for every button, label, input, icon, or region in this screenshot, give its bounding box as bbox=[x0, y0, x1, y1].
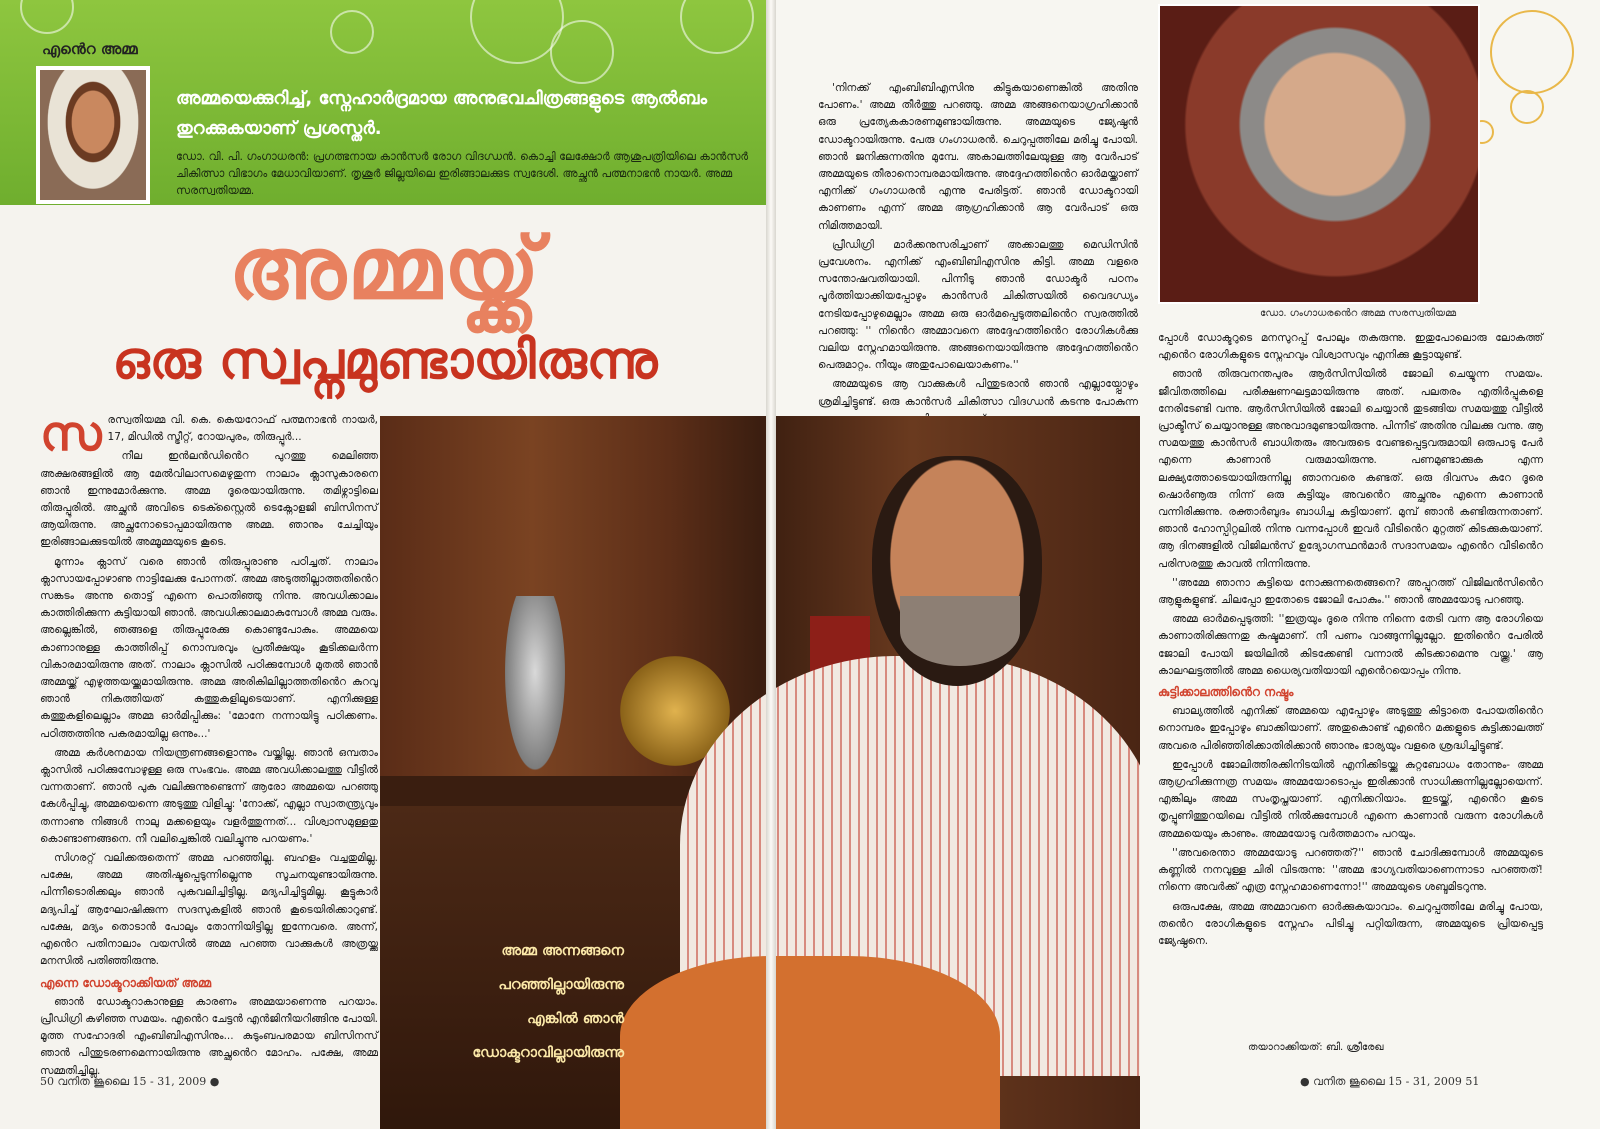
decorative-bubble bbox=[330, 10, 374, 54]
paragraph: അമ്മയുടെ ആ വാക്കുകൾ പിന്തുടരാൻ ഞാൻ എല്ലായ്പ്പോഴും ശ്രമിച്ചിട്ടുണ്ട്. ഒരു കാൻസർ ചികിത്സാ വിദഗ്ധൻ കടന്നു പോകുന്ന bbox=[818, 378, 1138, 408]
headline-sub: ഒരു സ്വപ്നമുണ്ടായിരുന്നു bbox=[112, 330, 658, 391]
pull-quote-line: അമ്മ അന്നങ്ങനെ bbox=[501, 943, 624, 959]
headline-main: അമ്മയ്ക്ക് bbox=[228, 218, 542, 319]
paragraph: ''അമ്മേ ഞാനാ കുട്ടിയെ നോക്കുന്നതെങ്ങനെ? അപ്പുറത്ത് വിജിലൻസിൻെറ ആളുകളുണ്ട്. ചിലപ്പോ ഇതോടെ ജോലി പോകും.'' ഞാൻ അമ്മയോടു പറഞ്ഞു. bbox=[1158, 576, 1543, 607]
paragraph: അമ്മ കർശനമായ നിയന്ത്രണങ്ങളൊന്നും വയ്ക്കില്ല. ഞാൻ ഒമ്പതാം ക്ലാസിൽ പഠിക്കുമ്പോഴുള്ള ഒരു സംഭവം. അമ്മ അവധിക്കാലത്തു വീട്ടിൽ വന്നതാണ്. ഞാൻ പുക വലിക്കുന്നുണ്ടെന്ന് ആരോ അമ്മയെ പറഞ്ഞു കേൾപ്പിച്ചു, അമ്മയെന്നെ അടുത്തു വിളിച്ചു: 'നോക്ക്, എല്ലാ സ്വാതന്ത്ര്യവും തന്നാണു നിങ്ങൾ നാലു മക്കളെയും വളർത്തുന്നത്... വിശ്വാസമുള്ളതു കൊണ്ടാണങ്ങനെ. നീ വലിച്ചെങ്കിൽ വലിച്ചുന്നു പറയണം.' bbox=[40, 746, 378, 845]
paragraph: ഇപ്പോൾ ജോലിത്തിരക്കിനിടയിൽ എനിക്കിടയ്ക്കു കുറ്റബോധം തോന്നും- അമ്മ ആഗ്രഹിക്കുന്നത്ര സമയം അമ്മയോടൊപ്പം ഇരിക്കാൻ സാധിക്കുന്നില്ലല്ലോയെന്ന്. എങ്കിലും അമ്മ സംതൃപ്തയാണ്. എനിക്കറിയാം. ഇടയ്ക്ക്, എൻെറ കൂടെ തൃപ്പൂണിത്തുറയിലെ വീട്ടിൽ നിൽക്കുമ്പോൾ എന്നെ കാണാൻ വരുന്ന രോഗികൾ അമ്മയെയും കാണും. അമ്മയോടു വർത്തമാനം പറയും. bbox=[1158, 758, 1543, 840]
paragraph: ബാല്യത്തിൽ എനിക്ക് അമ്മയെ എപ്പോഴും അടുത്തു കിട്ടാതെ പോയതിൻെറ നൊമ്പരം ഇപ്പോഴും ബാക്കിയാണ്. അതുകൊണ്ട് എൻെറ മക്കളുടെ കുട്ടിക്കാലത്ത് അവരെ പിരിഞ്ഞിരിക്കാതിരിക്കാൻ ഞാനും ഭാര്യയും വളരെ ശ്രദ്ധിച്ചിട്ടുണ്ട്. bbox=[1158, 705, 1543, 752]
paragraph: ഞാൻ ഡോക്ടറാകാനുള്ള കാരണം അമ്മയാണെന്നു പറയാം. പ്രീഡിഗ്രി കഴിഞ്ഞ സമയം. എൻെറ ചേട്ടൻ എൻജിനീയറിങ്ങിനു പോയി. മൂത്ത സഹോദരി എംബിബിഎസിനും... കുടുംബപരമായ ബിസിനസ് ഞാൻ പിന്തുടരണമെന്നായിരുന്നു അച്ഛൻെറ മോഹം. പക്ഷേ, അമ്മ സമ്മതിച്ചില്ല. bbox=[40, 995, 378, 1077]
byline-credit: തയാറാക്കിയത്: ബി. ശ്രീരേഖ bbox=[1248, 1042, 1384, 1053]
right-column-a bbox=[818, 80, 1138, 447]
decorative-rings bbox=[1480, 0, 1600, 200]
section-label: എൻെറ അമ്മ bbox=[42, 40, 138, 58]
page-footer-left: 50 വനിത ജൂലൈ 15 - 31, 2009 ● bbox=[40, 1075, 220, 1088]
paragraph: അമ്മ ഓർമപ്പെടുത്തി: ''ഇത്രയും ദൂരെ നിന്നു നിന്നെ തേടി വന്ന ആ രോഗിയെ കാണാതിരിക്കുന്നതു കഷ്ടമാണ്. നീ പണം വാങ്ങുന്നില്ലല്ലോ. ഇതിൻെറ പേരിൽ ജോലി പോയി ജയിലിൽ കിടക്കേണ്ടി വന്നാൽ കിടക്കാമെന്നു വയ്ക്കൂ.' ആ കാലഘട്ടത്തിൽ അമ്മ ധൈര്യവതിയായി എൻെറയൊപ്പം നിന്നു. bbox=[1158, 613, 1543, 677]
decorative-bubble bbox=[550, 20, 614, 84]
subheading: കുട്ടിക്കാലത്തിൻെറ നഷ്ടം bbox=[1158, 685, 1294, 700]
paragraph: ഞാൻ തിരുവനന്തപുരം ആർസിസിയിൽ ജോലി ചെയ്യുന്ന സമയം. ജീവിതത്തിലെ പരീക്ഷണഘട്ടമായിരുന്നു അത്. പലതരം എതിർപ്പുകളെ നേരിടേണ്ടി വന്നു. ആർസിസിയിൽ ജോലി ചെയ്യാൻ തുടങ്ങിയ സമയത്തു വീട്ടിൽ പ്രാക്ടീസ് ചെയ്യാനുള്ള അനുവാദമുണ്ടായിരുന്നു. പിന്നീട് അതിനു വിലക്കു വന്നു. ആ സമയത്തു കാൻസർ ബാധിതരും അവരുടെ വേണ്ടപ്പെട്ടവരുമായി ഒരുപാടു പേർ എന്നെ കാണാൻ വരുമായിരുന്നു. പണമുണ്ടാക്കുക എന്ന ലക്ഷ്യത്തോടെയായിരുന്നില്ല ഞാനവരെ കണ്ടത്. ഒരു ദിവസം കുറേ ദൂരെ ഷൊർണൂരു നിന്ന് ഒരു കുട്ടിയും അവൻെറ അച്ഛനും എന്നെ കാണാൻ വന്നിരിക്കുന്നു. രക്താർബുദം ബാധിച്ച കുട്ടിയാണ്. മുമ്പ് ഞാൻ കണ്ടിരുന്നതാണ്. ഞാൻ ഹോസ്പിറ്റലിൽ നിന്നു വന്നപ്പോൾ ഇവർ വീടിൻെറ മുറ്റത്ത് കിടക്കുകയാണ്. ആ ദിനങ്ങളിൽ വിജിലൻസ് ഉദ്യോഗസ്ഥൻമാർ സദാസമയം എൻെറ വീടിൻെറ പരിസരത്തു കാവൽ നിന്നിരുന്നു. bbox=[1158, 368, 1543, 570]
mother-photo bbox=[1158, 4, 1480, 304]
photo-caption: ഡോ. ഗംഗാധരൻെറ അമ്മ സരസ്വതിയമ്മ bbox=[1260, 308, 1457, 319]
paragraph: 'നിനക്ക് എംബിബിഎസിനു കിട്ടുകയാണെങ്കിൽ അതിനു പോണം.' അമ്മ തീർത്തു പറഞ്ഞു. അമ്മ അങ്ങനെയാഗ്രഹിക്കാൻ ഒരു പ്രത്യേകകാരണമുണ്ടായിരുന്നു. അമ്മയുടെ ജ്യേഷ്ഠൻ ഡോക്ടറായിരുന്നു. പേരു ഗംഗാധരൻ. ചെറുപ്പത്തിലേ മരിച്ചു പോയി. ഞാൻ ജനിക്കുന്നതിനു മുമ്പേ. അകാലത്തിലേയുള്ള ആ വേർപാട് അമ്മയുടെ തീരാനൊമ്പരമായിരുന്നു. അദ്ദേഹത്തിൻെറ ഓർമയ്ക്കാണ് എനിക്ക് ഗംഗാധരൻ എന്നു പേരിട്ടത്. ഞാൻ ഡോക്ടറായി കാണണം എന്ന് അമ്മ ആഗ്രഹിക്കാൻ ആ വേർപാട് ഒരു നിമിത്തമായി. bbox=[818, 82, 1138, 232]
paragraph: മൂന്നാം ക്ലാസ് വരെ ഞാൻ തിരുപ്പൂരാണു പഠിച്ചത്. നാലാം ക്ലാസായപ്പോഴാണു നാട്ടിലേക്കു പോന്നത്. അമ്മ അടുത്തില്ലാത്തതിൻെറ സങ്കടം അന്നു തൊട്ട് എന്നെ പൊതിഞ്ഞു നിന്നു. അവധിക്കാലം കാത്തിരിക്കുന്ന കുട്ടിയായി ഞാൻ. അവധിക്കാലമാകുമ്പോൾ അമ്മ വരും. അല്ലെങ്കിൽ, ഞങ്ങളെ തിരുപ്പൂരേക്കു കൊണ്ടുപോകും. അമ്മയെ കാണാനുള്ള കാത്തിരിപ്പ് നൊമ്പരവും പ്രതീക്ഷയും കൂടിക്കലർന്ന വികാരമായിരുന്നു അത്. നാലാം ക്ലാസിൽ പഠിക്കുമ്പോൾ മുതൽ ഞാൻ അമ്മയ്ക്ക് എഴുത്തയയ്ക്കുമായിരുന്നു. അമ്മ അരികിലില്ലാത്തതിൻെറ കുറവു ഞാൻ നികത്തിയത് കത്തുകളിലൂടെയാണ്. എനിക്കുള്ള കത്തുകളിലെല്ലാം അമ്മ ഓർമിപ്പിക്കും: 'മോനേ നന്നായിട്ടു പഠിക്കണം. പഠിത്തത്തിനു പകരമായില്ല ഒന്നും...' bbox=[40, 555, 378, 740]
decorative-bubble bbox=[680, 0, 754, 54]
page-footer-right: ● വനിത ജൂലൈ 15 - 31, 2009 51 bbox=[1300, 1075, 1480, 1088]
pull-quote-line: എങ്കിൽ ഞാൻ bbox=[527, 1011, 624, 1027]
page-spine bbox=[766, 0, 776, 1129]
left-column bbox=[40, 406, 378, 1082]
drop-cap: സ bbox=[40, 406, 102, 462]
paragraph: പ്രീഡിഗ്രി മാർക്കനുസരിച്ചാണ് അക്കാലത്തു മെഡിസിൻ പ്രവേശനം. എനിക്ക് എംബിബിഎസിനു കിട്ടി. അമ്മ വളരെ സന്തോഷവതിയായി. പിന്നീടു ഞാൻ ഡോക്ടർ പഠനം പൂർത്തിയാക്കിയപ്പോഴും കാൻസർ ചികിത്സയിൽ വൈദഗ്ധ്യം നേടിയപ്പോഴുമെല്ലാം അമ്മ ഒരു ഓർമപ്പെടുത്തലിൻെറ സ്വരത്തിൽ പറഞ്ഞു: '' നിൻെറ അമ്മാവനെ അദ്ദേഹത്തിൻെറ രോഗികൾക്കു വലിയ സ്നേഹമായിരുന്നു. അങ്ങനെയായിരുന്നു അദ്ദേഹത്തിൻെറ പെരുമാറ്റം. നീയും അതുപോലെയാകണം.'' bbox=[818, 238, 1138, 372]
pull-quote-line: പറഞ്ഞില്ലായിരുന്നു bbox=[498, 977, 624, 993]
decorative-bubble bbox=[20, 0, 74, 34]
paragraph: നീല ഇൻലൻഡിൻെറ പുറത്തു മെലിഞ്ഞ അക്ഷരങ്ങളിൽ ആ മേൽവിലാസമെഴുതുന്ന നാലാം ക്ലാസുകാരനെ ഞാൻ ഇന്നുമോർക്കുന്നു. അമ്മ ദൂരെയായിരുന്നു. തമിഴ്നാട്ടിലെ തിരുപ്പൂരിൽ. അച്ഛൻ അവിടെ ടെക്സ്റ്റൈൽ ടെക്നോളജി ബിസിനസ് ആയിരുന്നു. അച്ഛനോടൊപ്പമായിരുന്നു അമ്മ. ഞാനും ചേച്ചിയും ഇരിങ്ങാലക്കുടയിൽ അമ്മൂമ്മയുടെ കൂടെ. bbox=[40, 450, 378, 549]
pull-quote-line: ഡോക്ടറാവില്ലായിരുന്നു bbox=[472, 1045, 624, 1061]
author-photo bbox=[36, 66, 150, 204]
intro-text: അമ്മയെക്കുറിച്ച്, സ്നേഹാർദ്രമായ അനുഭവചിത്രങ്ങളുടെ ആൽബം തുറക്കുകയാണ് പ്രശസ്തർ. bbox=[176, 88, 708, 139]
paragraph: ''അവരെന്താ അമ്മയോടു പറഞ്ഞത്?'' ഞാൻ ചോദിക്കുമ്പോൾ അമ്മയുടെ കണ്ണിൽ നനവുള്ള ചിരി വിടരുന്നു: ''അമ്മ ഭാഗ്യവതിയാണെന്നാടാ പറഞ്ഞത്! നിന്നെ അവർക്ക് എത്ര സ്നേഹമാണെന്നോ!'' അമ്മയുടെ ശബ്ദമിടറുന്നു. bbox=[1158, 846, 1543, 894]
author-bio: ഡോ. വി. പി. ഗംഗാധരൻ: പ്രഗത്ഭനായ കാൻസർ രോഗ വിദഗ്ധൻ. കൊച്ചി ലേക്ഷോർ ആശുപത്രിയിലെ കാൻസർ ചികിത്സാ വിഭാഗം മേധാവിയാണ്. തൃശൂർ ജില്ലയിലെ ഇരിങ്ങാലക്കുട സ്വദേശി. അച്ഛൻ പത്മനാഭൻ നായർ. അമ്മ സരസ്വതിയമ്മ. bbox=[176, 150, 749, 197]
paragraph: പ്പോൾ ഡോക്ടറുടെ മനസുറപ്പ് പോലും തകരുന്നു. ഇതുപോലൊരു ലോകത്ത് എൻെറ രോഗികളുടെ സ്നേഹവും വിശ്വാസവും എനിക്കു കൂട്ടായുണ്ട്. bbox=[1158, 332, 1543, 362]
paragraph: സിഗരറ്റ് വലിക്കരുതെന്ന് അമ്മ പറഞ്ഞില്ല. ബഹളം വച്ചതുമില്ല. പക്ഷേ, അമ്മ അതിഷ്ടപ്പെടുന്നില്ലെന്നു സൂചനയുണ്ടായിരുന്നു. പിന്നീടൊരിക്കലും ഞാൻ പുകവലിച്ചിട്ടില്ല. മദ്യപിച്ചിട്ടുമില്ല. കൂട്ടുകാർ മദ്യപിച്ച് ആഘോഷിക്കുന്ന സദസുകളിൽ ഞാൻ കൂടെയിരിക്കാറുണ്ട്. പക്ഷേ, മദ്യം തൊടാൻ പോലും തോന്നിയിട്ടില്ല ഇന്നേവരെ. അന്ന്, എൻെറ പതിനാലാം വയസിൽ അമ്മ പറഞ്ഞ വാക്കുകൾ അത്രയ്ക്കു മനസിൽ പതിഞ്ഞിരുന്നു. bbox=[40, 852, 378, 968]
paragraph: ഒരുപക്ഷേ, അമ്മ അമ്മാവനെ ഓർക്കുകയാവാം. ചെറുപ്പത്തിലേ മരിച്ചു പോയ, തൻെറ രോഗികളുടെ സ്നേഹം പിടിച്ചു പറ്റിയിരുന്ന, അമ്മയുടെ പ്രിയപ്പെട്ട ജ്യേഷ്ഠനെ. bbox=[1158, 900, 1543, 947]
pull-quote bbox=[404, 934, 624, 1070]
right-column-b bbox=[1158, 330, 1543, 952]
address-text: രസ്വതിയമ്മ വി. കെ. കെയറോഫ് പത്മനാഭൻ നായർ, 17, മിഡിൽ സ്ട്രീറ്റ്, റോയപുരം, തിരുപ്പൂർ... bbox=[107, 414, 378, 444]
subheading: എന്നെ ഡോക്ടറാക്കിയത് അമ്മ bbox=[40, 975, 212, 990]
